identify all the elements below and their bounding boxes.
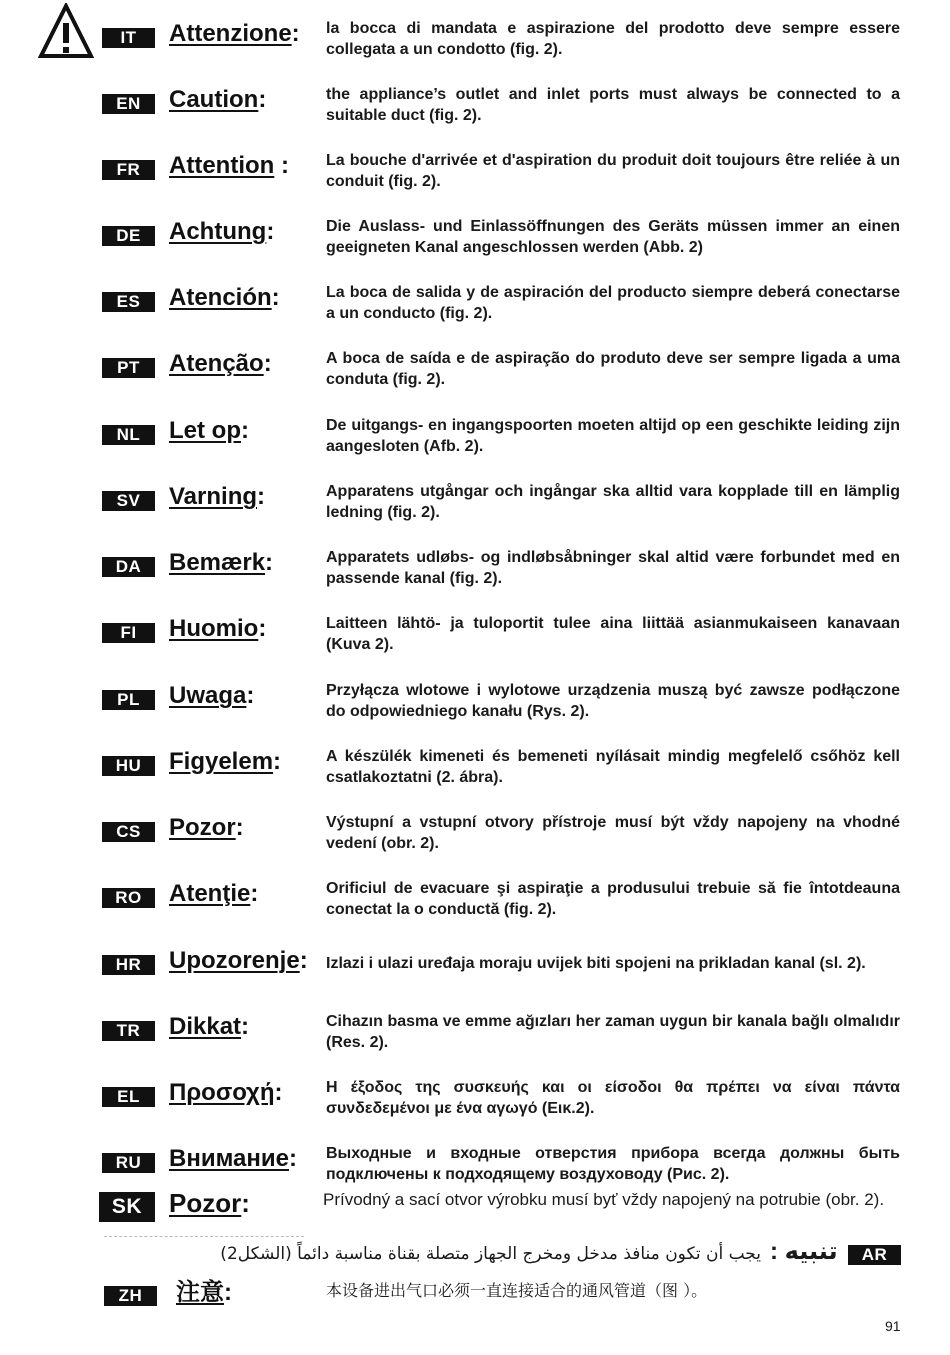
- heading-suffix: :: [241, 1013, 250, 1040]
- language-badge-ro: RO: [102, 888, 155, 908]
- heading-label: Dikkat: [169, 1013, 242, 1040]
- language-badge-fr: FR: [102, 160, 155, 180]
- heading-suffix: :: [274, 1079, 283, 1106]
- language-badge-sv: SV: [102, 491, 155, 511]
- heading-da: [169, 548, 273, 578]
- text-en: the appliance’s outlet and inlet ports must always be connected to a suitable duct (fig. 2).: [326, 86, 900, 124]
- text-sk: Prívodný a sací otvor výrobku musí byť vždy napojený na potrubie (obr. 2).: [323, 1190, 885, 1209]
- heading-label: Upozorenje: [169, 947, 300, 974]
- language-badge-cs: CS: [102, 822, 155, 842]
- text-ru: Выходные и входные отверстия прибора всегда должны быть подключены к подходящему воздуховоду (Рис. 2).: [326, 1145, 900, 1183]
- heading-suffix: :: [271, 284, 280, 311]
- heading-nl: [169, 416, 249, 446]
- heading-label: Achtung: [169, 218, 267, 245]
- text-cs: Výstupní a vstupní otvory přístroje musí být vždy napojeny na vhodné vedení (obr. 2).: [326, 814, 900, 852]
- heading-label: Varning: [169, 483, 258, 510]
- heading-hu: [169, 747, 281, 777]
- text-hr: Izlazi i ulazi uređaja moraju uvijek biti spojeni na prikladan kanal (sl. 2).: [326, 955, 866, 972]
- heading-suffix: :: [288, 1145, 297, 1172]
- heading-ru: [169, 1144, 297, 1174]
- heading-zh: 注意:: [176, 1279, 232, 1306]
- language-badge-it: IT: [102, 28, 155, 48]
- heading-suffix: :: [265, 549, 274, 576]
- heading-label: Внимание: [169, 1145, 289, 1172]
- heading-ro: [169, 879, 258, 909]
- language-badge-hu: HU: [102, 756, 155, 776]
- text-pl: Przyłącza wlotowe i wylotowe urządzenia muszą być zawsze podłączone do odpowiedniego kanału (Rys. 2).: [326, 682, 900, 720]
- heading-label: Pozor: [169, 814, 236, 841]
- text-ro: Orificiul de evacuare şi aspiraţie a produsului trebuie să fie întotdeauna conectat la o conductă (fig. 2).: [326, 880, 900, 918]
- text-zh: 本设备进出气口必须一直连接适合的通风管道（图 ）。: [326, 1281, 708, 1300]
- heading-label: Atención: [169, 284, 272, 311]
- heading-label: Atenţie: [169, 880, 251, 907]
- language-badge-da: DA: [102, 557, 155, 577]
- heading-suffix: :: [250, 880, 259, 907]
- heading-fr: [169, 151, 289, 181]
- heading-pt: [169, 349, 272, 379]
- language-badge-ru: RU: [102, 1153, 155, 1173]
- text-nl: De uitgangs- en ingangspoorten moeten altijd op een geschikte leiding zijn aangesloten (Afb. 2).: [326, 417, 900, 455]
- heading-label: Atenção: [169, 350, 264, 377]
- heading-es: [169, 283, 280, 313]
- heading-label: Caution: [169, 86, 259, 113]
- language-badge-es: ES: [102, 292, 155, 312]
- heading-label: Let op: [169, 417, 241, 444]
- heading-label: Attention: [169, 152, 275, 179]
- page-number: 91: [885, 1318, 901, 1334]
- heading-cs: [169, 813, 244, 843]
- language-badge-pl: PL: [102, 690, 155, 710]
- heading-label: Bemærk: [169, 549, 266, 576]
- text-de: Die Auslass- und Einlassöffnungen des Geräts müssen immer an einen geeigneten Kanal angeschlossen werden (Abb. 2): [326, 218, 900, 256]
- heading-suffix: :: [274, 152, 289, 179]
- language-badge-zh: ZH: [104, 1286, 157, 1306]
- text-it: la bocca di mandata e aspirazione del prodotto deve sempre essere collegata a un condotto (fig. 2).: [326, 20, 900, 58]
- language-badge-ar: AR: [848, 1245, 901, 1265]
- heading-suffix: :: [299, 947, 308, 974]
- heading-tr: [169, 1012, 249, 1042]
- language-badge-fi: FI: [102, 623, 155, 643]
- heading-suffix: :: [291, 20, 300, 47]
- heading-suffix: :: [235, 814, 244, 841]
- heading-label: Figyelem: [169, 748, 274, 775]
- language-badge-hr: HR: [102, 955, 155, 975]
- text-da: Apparatets udløbs- og indløbsåbninger skal altid være forbundet med en passende kanal (fig. 2).: [326, 549, 900, 587]
- text-pt: A boca de saída e de aspiração do produto deve ser sempre ligada a uma conduta (fig. 2).: [326, 350, 900, 388]
- heading-de: [169, 217, 274, 247]
- heading-pl: [169, 681, 254, 711]
- language-badge-de: DE: [102, 226, 155, 246]
- heading-it: [169, 19, 300, 49]
- heading-ar: تنبيه :: [770, 1238, 838, 1265]
- heading-suffix: :: [257, 483, 266, 510]
- text-fr: La bouche d'arrivée et d'aspiration du produit doit toujours être reliée à un conduit (fig. 2).: [326, 152, 900, 190]
- text-es: La boca de salida y de aspiración del producto siempre deberá conectarse a un conducto (fig. 2).: [326, 284, 900, 322]
- heading-suffix: :: [246, 682, 255, 709]
- heading-en: [169, 85, 266, 115]
- heading-label: Huomio: [169, 615, 259, 642]
- text-fi: Laitteen lähtö- ja tuloportit tulee aina liittää asianmukaiseen kanavaan (Kuva 2).: [326, 615, 900, 653]
- text-tr: Cihazın basma ve emme ağızları her zaman uygun bir kanala bağlı olmalıdır (Res. 2).: [326, 1013, 900, 1051]
- text-ar: يجب أن تكون منافذ مدخل ومخرج الجهاز متصلة بقناة مناسبة دائماً (الشكل2): [220, 1244, 761, 1264]
- heading-sk: Pozor:: [169, 1188, 250, 1218]
- language-badge-en: EN: [102, 94, 155, 114]
- heading-suffix: :: [258, 615, 267, 642]
- heading-suffix: :: [258, 86, 267, 113]
- language-badge-el: EL: [102, 1087, 155, 1107]
- text-hu: A készülék kimeneti és bemeneti nyílásait mindig megfelelő csőhöz kell csatlakoztatni (2. ábra).: [326, 748, 900, 786]
- heading-suffix: :: [241, 417, 249, 444]
- heading-label: Uwaga: [169, 682, 247, 709]
- text-el: Η έξοδος της συσκευής και οι είσοδοι θα πρέπει να είναι πάντα συνδεδεμένοι με ένα αγωγό (Εικ.2).: [326, 1079, 900, 1117]
- heading-suffix: :: [273, 748, 282, 775]
- language-badge-tr: TR: [102, 1021, 155, 1041]
- heading-el: [169, 1078, 283, 1108]
- language-badge-nl: NL: [102, 425, 155, 445]
- heading-sv: [169, 482, 265, 512]
- heading-label: Attenzione: [169, 20, 292, 47]
- language-badge-sk: SK: [99, 1192, 155, 1222]
- language-badge-pt: PT: [102, 358, 155, 378]
- heading-suffix: :: [266, 218, 275, 245]
- heading-fi: [169, 614, 266, 644]
- heading-label: Προσοχή: [169, 1079, 275, 1106]
- warning-triangle-icon: [38, 3, 94, 59]
- divider: [104, 1236, 304, 1237]
- heading-suffix: :: [263, 350, 272, 377]
- heading-hr: [169, 946, 308, 976]
- text-sv: Apparatens utgångar och ingångar ska alltid vara kopplade till en lämplig ledning (fig. 2).: [326, 483, 900, 521]
